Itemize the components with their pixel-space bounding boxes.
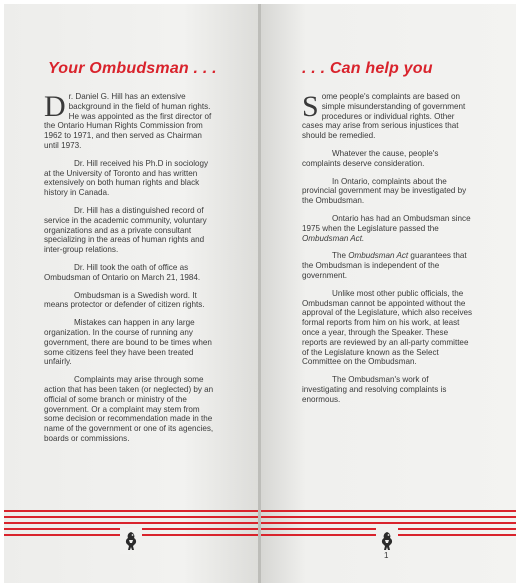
left-paragraph-7: Complaints may arise through some action that has been taken (or neglected) by an official of some branch or ministry of the government. Or a complaint may stem from some decision or recommendation made in the name of the government or one of its agencies, boards or commissions.	[44, 375, 214, 443]
left-paragraph-6: Mistakes can happen in any large organization. In the course of running any government, there are bound to be times when some citizens feel they have been treated unfairly.	[44, 318, 212, 367]
left-page	[4, 4, 260, 583]
right-paragraph-2: Whatever the cause, people's complaints deserve consideration.	[302, 148, 439, 168]
left-paragraph-1	[44, 92, 214, 151]
right-body	[302, 92, 474, 413]
left-paragraph-1-text: r. Daniel G. Hill has an extensive background in the field of human rights. He was appointed as the first director of the Ontario Human Rights Commission from 1962 to 1971, and then served as Chairman until 1973.	[44, 92, 212, 150]
right-paragraph-5-pre: The	[332, 251, 349, 261]
right-paragraph-6: Unlike most other public officials, the Ombudsman cannot be appointed without the approval of the Legislature, which also receives formal reports from him on his work, at least once a year, through the Speaker. These reports are reviewed by an all-party committee of the Legislature known as the Select Committee on the Ombudsman.	[302, 288, 473, 367]
right-paragraph-5	[302, 251, 474, 280]
spine-fold	[258, 4, 261, 583]
act-name-italic: Ombudsman Act.	[302, 233, 365, 243]
page-number: 1	[384, 551, 389, 560]
left-paragraph-4: Dr. Hill took the oath of office as Ombudsman of Ontario on March 21, 1984.	[44, 262, 201, 282]
right-paragraph-4	[302, 214, 474, 243]
right-paragraph-3: In Ontario, complaints about the provincial government may be investigated by the Ombudsman.	[302, 176, 467, 206]
left-heading: Your Ombudsman . . .	[48, 60, 217, 77]
right-paragraph-1-text: ome people's complaints are based on simple misunderstanding of government procedures or individual rights. Other cases may arise from serious injustices that should be remedied.	[302, 92, 466, 141]
right-paragraph-1	[302, 92, 474, 141]
right-paragraph-4-text: Ontario has had an Ombudsman since 1975 when the Legislature passed the	[302, 213, 471, 233]
right-dropcap: S	[302, 90, 319, 123]
left-body	[44, 92, 214, 452]
right-page	[260, 4, 516, 583]
right-heading: . . . Can help you	[302, 60, 433, 77]
right-paragraph-7: The Ombudsman's work of investigating and resolving complaints is enormous.	[302, 375, 447, 404]
left-paragraph-3: Dr. Hill has a distinguished record of service in the academic community, voluntary organizations and as a private consultant specializing in the areas of human rights and inter-group relations.	[44, 205, 207, 255]
trillium-bird-emblem-icon	[120, 528, 142, 554]
left-paragraph-2: Dr. Hill received his Ph.D in sociology at the University of Toronto and has written extensively on both human rights and black history in Canada.	[44, 158, 209, 198]
right-paragraph-5-post: guarantees that the Ombudsman is independent of the government.	[302, 251, 467, 280]
brochure-spread	[4, 4, 516, 583]
act-name-italic: Ombudsman Act	[348, 251, 409, 261]
left-paragraph-5: Ombudsman is a Swedish word. It means protector or defender of citizen rights.	[44, 290, 205, 310]
left-dropcap: D	[44, 90, 66, 123]
